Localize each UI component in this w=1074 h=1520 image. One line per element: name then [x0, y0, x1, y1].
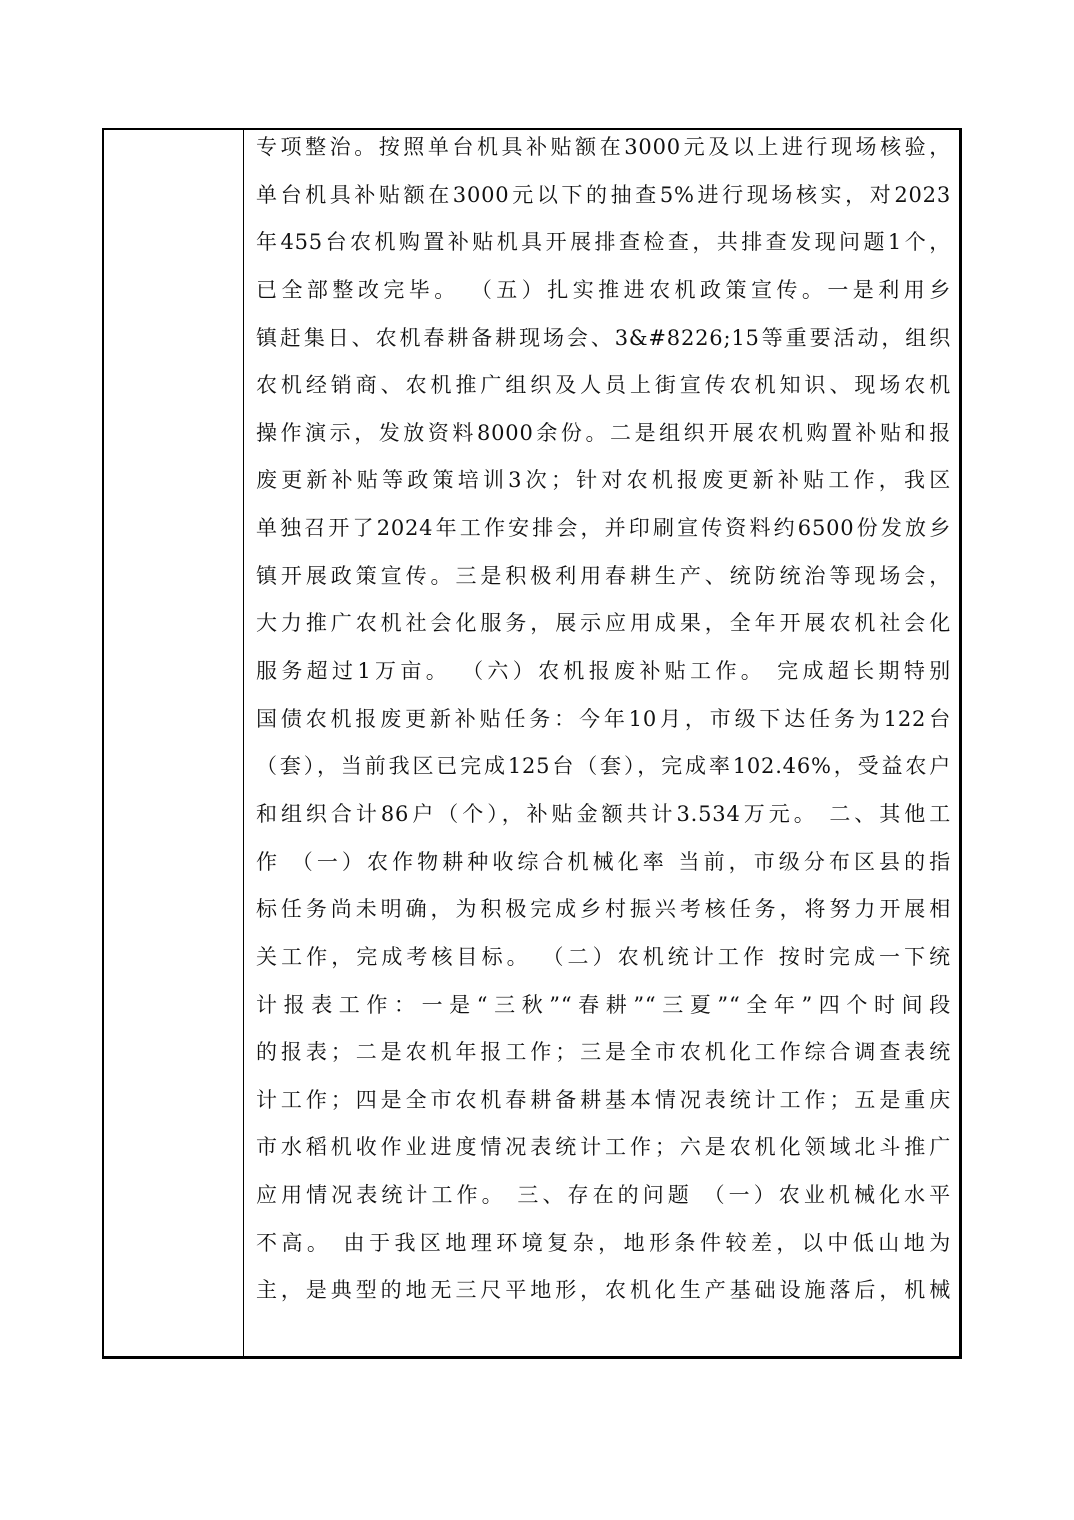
- text-line: 作 （一）农作物耕种收综合机械化率 当前，市级分布区县的指: [256, 849, 951, 874]
- text-line: 应用情况表统计工作。 三、存在的问题 （一）农业机械化水平: [256, 1183, 951, 1208]
- text-line: 已全部整改完毕。 （五）扎实推进农机政策宣传。一是利用乡: [256, 277, 951, 302]
- text-line: 单独召开了2024年工作安排会，并印刷宣传资料约6500份发放乡: [256, 516, 951, 541]
- text-line: 关工作，完成考核目标。 （二）农机统计工作 按时完成一下统: [256, 944, 951, 969]
- text-line: 国债农机报废更新补贴任务：今年10月，市级下达任务为122台: [256, 706, 951, 731]
- text-line: 不高。 由于我区地理环境复杂，地形条件较差，以中低山地为: [256, 1230, 951, 1255]
- text-line: 农机经销商、农机推广组织及人员上街宣传农机知识、现场农机: [256, 373, 951, 398]
- text-line: 计报表工作：一是“三秋”“春耕”“三夏”“全年”四个时间段: [256, 992, 951, 1017]
- text-line: （套），当前我区已完成125台（套），完成率102.46%，受益农户: [256, 754, 951, 779]
- text-line: 年455台农机购置补贴机具开展排查检查，共排查发现问题1个，: [256, 230, 951, 255]
- text-line: 单台机具补贴额在3000元以下的抽查5%进行现场核实，对2023: [256, 182, 951, 207]
- text-line: 的报表；二是农机年报工作；三是全市农机化工作综合调查表统: [256, 1040, 951, 1065]
- document-table: [102, 128, 962, 1359]
- text-line: 镇赶集日、农机春耕备耕现场会、3&#8226;15等重要活动，组织: [256, 325, 951, 350]
- text-line: 操作演示，发放资料8000余份。二是组织开展农机购置补贴和报: [256, 420, 951, 445]
- text-line: 专项整治。按照单台机具补贴额在3000元及以上进行现场核验，: [256, 135, 951, 159]
- text-line: 计工作；四是全市农机春耕备耕基本情况表统计工作；五是重庆: [256, 1087, 951, 1112]
- text-line: 废更新补贴等政策培训3次；针对农机报废更新补贴工作，我区: [256, 468, 951, 493]
- text-line: 市水稻机收作业进度情况表统计工作；六是农机化领域北斗推广: [256, 1135, 951, 1160]
- content-cell: [244, 130, 959, 1356]
- text-line: 服务超过1万亩。 （六）农机报废补贴工作。 完成超长期特别: [256, 659, 951, 684]
- text-line: 标任务尚未明确，为积极完成乡村振兴考核任务，将努力开展相: [256, 897, 951, 922]
- label-cell: [104, 130, 244, 1356]
- text-line: 镇开展政策宣传。三是积极利用春耕生产、统防统治等现场会，: [256, 563, 951, 588]
- text-line: 主，是典型的地无三尺平地形，农机化生产基础设施落后，机械: [256, 1278, 951, 1303]
- text-line: 和组织合计86户（个），补贴金额共计3.534万元。 二、其他工: [256, 801, 951, 826]
- text-line: 大力推广农机社会化服务，展示应用成果，全年开展农机社会化: [256, 611, 951, 636]
